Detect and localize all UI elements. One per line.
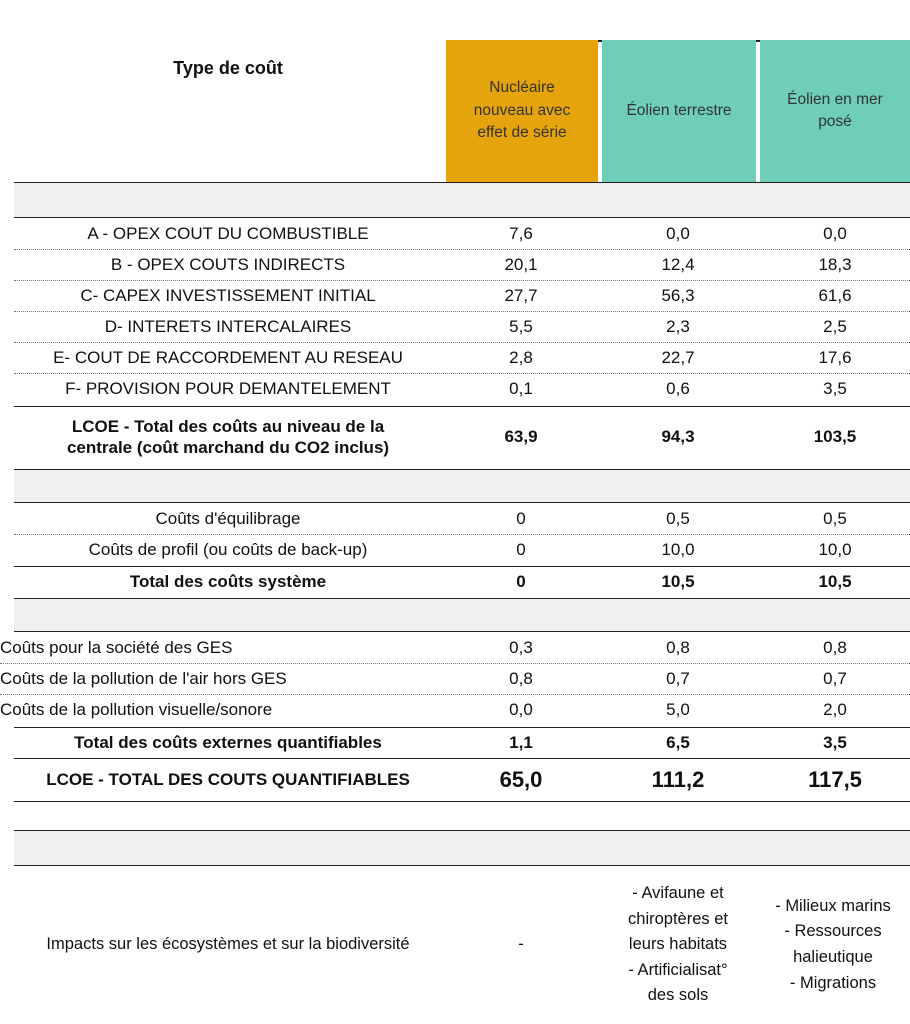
value-nucleaire: 20,1 bbox=[504, 255, 538, 275]
value-eolien-mer: 61,6 bbox=[818, 286, 852, 306]
value-eolien-terrestre: 0,5 bbox=[666, 509, 690, 529]
value-nucleaire: 5,5 bbox=[509, 317, 533, 337]
value-nucleaire: 65,0 bbox=[499, 767, 543, 793]
separator-band bbox=[14, 598, 910, 632]
value-nucleaire: 0 bbox=[516, 540, 526, 560]
row-label: Total des coûts système bbox=[129, 572, 327, 592]
total-couts-externes-row bbox=[14, 727, 910, 758]
value-eolien-terrestre: 0,6 bbox=[666, 379, 690, 399]
value-eolien-mer: 3,5 bbox=[823, 733, 847, 753]
table-row bbox=[14, 535, 910, 565]
separator-band bbox=[14, 830, 910, 866]
value-eolien-mer: 2,5 bbox=[823, 317, 847, 337]
value-eolien-terrestre: 94,3 bbox=[661, 427, 695, 447]
ecosystem-impact-label: Impacts sur les écosystèmes et sur la biodiversité bbox=[46, 935, 410, 954]
separator-band bbox=[14, 183, 910, 218]
value-eolien-terrestre: 111,2 bbox=[651, 767, 705, 793]
value-eolien-terrestre: 0,8 bbox=[666, 638, 690, 658]
row-label: Total des coûts externes quantifiables bbox=[74, 733, 382, 753]
type-cout-header: Type de coût bbox=[173, 58, 283, 78]
row-label: Coûts de la pollution visuelle/sonore bbox=[0, 700, 273, 720]
value-nucleaire: 0,8 bbox=[509, 669, 533, 689]
table-row bbox=[0, 664, 910, 695]
value-eolien-mer: 117,5 bbox=[808, 767, 862, 793]
value-eolien-terrestre: 5,0 bbox=[666, 700, 690, 720]
value-eolien-mer: 0,7 bbox=[823, 669, 847, 689]
table-row bbox=[14, 250, 910, 281]
value-eolien-mer: 0,5 bbox=[823, 509, 847, 529]
value-eolien-mer: 0,0 bbox=[823, 224, 847, 244]
value-nucleaire: 27,7 bbox=[504, 286, 538, 306]
table-row bbox=[0, 633, 910, 664]
value-nucleaire: 0,3 bbox=[509, 638, 533, 658]
row-label: A - OPEX COUT DU COMBUSTIBLE bbox=[87, 224, 369, 244]
separator-band bbox=[14, 469, 910, 503]
row-label: Coûts d'équilibrage bbox=[155, 509, 301, 529]
value-eolien-mer: 0,8 bbox=[823, 638, 847, 658]
ecosystem-value-eolien-terrestre: - Avifaune et chiroptères et leurs habitats - Artificialisat° des sols bbox=[628, 884, 728, 1005]
value-nucleaire: 2,8 bbox=[509, 348, 533, 368]
row-label: F- PROVISION POUR DEMANTELEMENT bbox=[65, 379, 391, 399]
row-label: Coûts de profil (ou coûts de back-up) bbox=[88, 540, 368, 560]
table-row bbox=[14, 374, 910, 404]
table-row bbox=[14, 343, 910, 374]
value-nucleaire: 0,0 bbox=[509, 700, 533, 720]
header-eolien-terrestre: Éolien terrestre bbox=[602, 40, 756, 182]
lcoe-grand-total-row bbox=[14, 758, 910, 802]
value-eolien-mer: 3,5 bbox=[823, 379, 847, 399]
value-nucleaire: 63,9 bbox=[504, 427, 538, 447]
table-row bbox=[0, 695, 910, 725]
value-eolien-terrestre: 0,0 bbox=[666, 224, 690, 244]
value-nucleaire: 1,1 bbox=[509, 733, 533, 753]
row-label: D- INTERETS INTERCALAIRES bbox=[104, 317, 352, 337]
value-eolien-terrestre: 0,7 bbox=[666, 669, 690, 689]
value-eolien-terrestre: 22,7 bbox=[661, 348, 695, 368]
value-eolien-mer: 17,6 bbox=[818, 348, 852, 368]
value-nucleaire: 0 bbox=[516, 509, 526, 529]
row-label: Coûts de la pollution de l'air hors GES bbox=[0, 669, 287, 689]
value-nucleaire: 0,1 bbox=[509, 379, 533, 399]
value-eolien-terrestre: 2,3 bbox=[666, 317, 690, 337]
value-eolien-terrestre: 56,3 bbox=[661, 286, 695, 306]
row-label: E- COUT DE RACCORDEMENT AU RESEAU bbox=[53, 348, 403, 368]
table-row bbox=[14, 281, 910, 312]
lcoe-centrale-total-row bbox=[14, 406, 910, 467]
value-eolien-terrestre: 12,4 bbox=[661, 255, 695, 275]
value-eolien-terrestre: 10,5 bbox=[661, 572, 695, 592]
value-eolien-terrestre: 10,0 bbox=[661, 540, 695, 560]
ecosystem-value-nucleaire: - bbox=[518, 935, 524, 954]
value-eolien-mer: 10,0 bbox=[818, 540, 852, 560]
value-eolien-mer: 103,5 bbox=[813, 427, 857, 447]
row-label: B - OPEX COUTS INDIRECTS bbox=[110, 255, 346, 275]
row-label: Coûts pour la société des GES bbox=[0, 638, 233, 658]
value-eolien-terrestre: 6,5 bbox=[666, 733, 690, 753]
ecosystem-value-eolien-mer: - Milieux marins - Ressources halieutique - Migrations bbox=[775, 896, 891, 992]
table-row bbox=[14, 504, 910, 535]
value-nucleaire: 7,6 bbox=[509, 224, 533, 244]
value-eolien-mer: 10,5 bbox=[818, 572, 852, 592]
value-nucleaire: 0 bbox=[516, 572, 526, 592]
table-row bbox=[14, 219, 910, 250]
value-eolien-mer: 2,0 bbox=[823, 700, 847, 720]
row-label: LCOE - TOTAL DES COUTS QUANTIFIABLES bbox=[46, 770, 410, 790]
header-eolien-mer: Éolien en mer posé bbox=[760, 40, 910, 182]
total-couts-systeme-row bbox=[14, 566, 910, 597]
row-label: C- CAPEX INVESTISSEMENT INITIAL bbox=[80, 286, 376, 306]
row-label: LCOE - Total des coûts au niveau de la centrale (coût marchand du CO2 inclus) bbox=[66, 416, 390, 457]
table-row bbox=[14, 312, 910, 343]
header-nucleaire: Nucléaire nouveau avec effet de série bbox=[446, 40, 598, 182]
value-eolien-mer: 18,3 bbox=[818, 255, 852, 275]
